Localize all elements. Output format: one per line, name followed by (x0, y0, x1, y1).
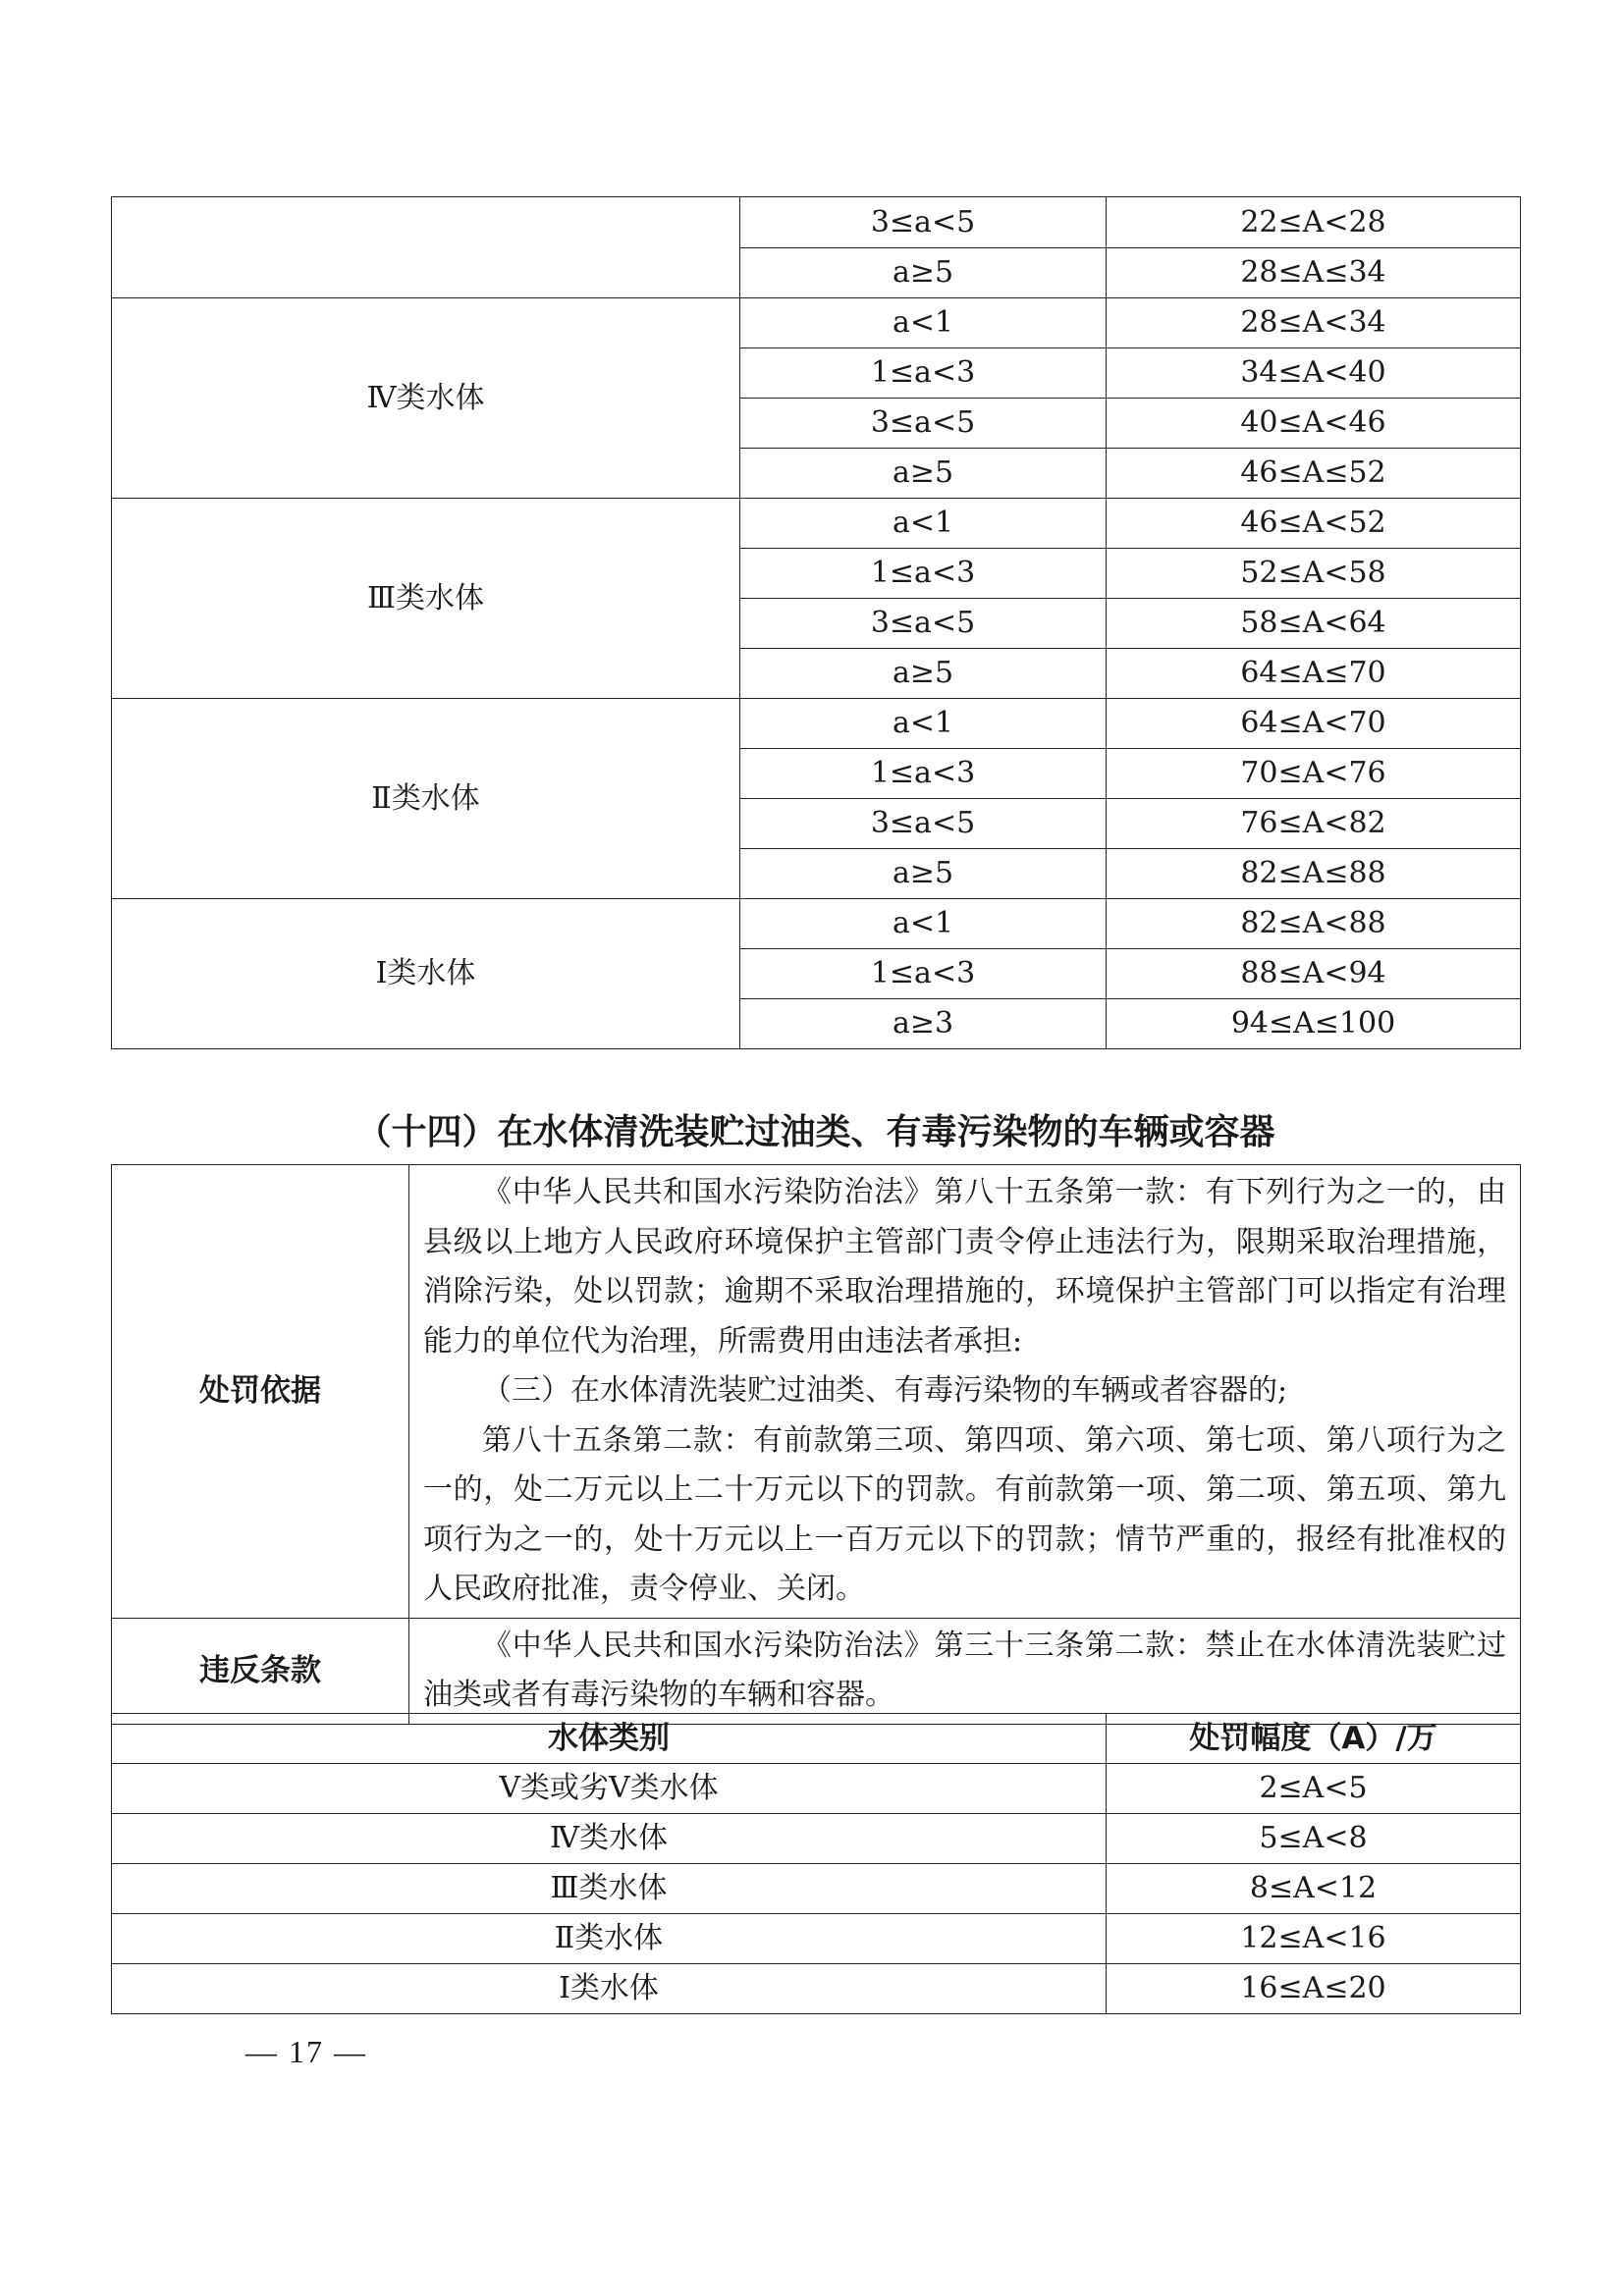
table-row (112, 298, 1521, 348)
violation-clause-text (409, 1618, 1521, 1724)
penalty-basis-label: 处罚依据 (112, 1165, 409, 1619)
table-row (112, 1914, 1521, 1964)
penalty-cell: 2≤A<5 (1107, 1764, 1521, 1814)
table-row (112, 1814, 1521, 1864)
penalty-cell: 70≤A<76 (1107, 749, 1521, 799)
penalty-range-table (111, 1713, 1521, 2014)
range-cell: a≥5 (740, 649, 1107, 699)
range-cell: 1≤a<3 (740, 549, 1107, 599)
penalty-cell: 46≤A≤52 (1107, 449, 1521, 499)
range-cell: 3≤a<5 (740, 799, 1107, 849)
violation-paragraph: 《中华人民共和国水污染防治法》第三十三条第二款：禁止在水体清洗装贮过油类或者有毒污染物的车辆和容器。 (423, 1628, 1506, 1712)
table-row (112, 899, 1521, 949)
column-header-water-class: 水体类别 (112, 1714, 1107, 1764)
table-row (112, 197, 1521, 248)
water-class-cell: Ⅰ类水体 (112, 1964, 1107, 2014)
range-cell: a<1 (740, 699, 1107, 749)
penalty-cell: 16≤A≤20 (1107, 1964, 1521, 2014)
table-row (112, 1864, 1521, 1914)
table-row (112, 1964, 1521, 2014)
range-cell: 1≤a<3 (740, 348, 1107, 399)
legal-basis-table (111, 1164, 1521, 1725)
water-class-cell: Ⅳ类水体 (112, 298, 740, 499)
penalty-basis-text (409, 1165, 1521, 1619)
penalty-cell: 76≤A<82 (1107, 799, 1521, 849)
range-cell: a≥5 (740, 849, 1107, 899)
penalty-cell: 5≤A<8 (1107, 1814, 1521, 1864)
table-header-row (112, 1714, 1521, 1764)
water-class-cell: Ⅳ类水体 (112, 1814, 1107, 1864)
penalty-cell: 34≤A<40 (1107, 348, 1521, 399)
penalty-cell: 82≤A≤88 (1107, 849, 1521, 899)
penalty-cell: 28≤A<34 (1107, 298, 1521, 348)
water-class-cell: Ⅱ类水体 (112, 699, 740, 899)
penalty-cell: 64≤A<70 (1107, 699, 1521, 749)
basis-paragraph: 《中华人民共和国水污染防治法》第八十五条第一款：有下列行为之一的，由县级以上地方人民政府环境保护主管部门责令停止违法行为，限期采取治理措施，消除污染，处以罚款；逾期不采取治理措施的，环境保护主管部门可以指定有治理能力的单位代为治理，所需费用由违法者承担: (423, 1175, 1506, 1359)
page-number: — 17 — (245, 2034, 367, 2069)
table-row (112, 1165, 1521, 1619)
water-class-cell: Ⅴ类或劣Ⅴ类水体 (112, 1764, 1107, 1814)
range-cell: 3≤a<5 (740, 399, 1107, 449)
range-cell: a<1 (740, 499, 1107, 549)
range-cell: 3≤a<5 (740, 197, 1107, 248)
basis-paragraph: （三）在水体清洗装贮过油类、有毒污染物的车辆或者容器的; (482, 1373, 1288, 1408)
range-cell: a≥5 (740, 449, 1107, 499)
range-cell: a≥5 (740, 248, 1107, 298)
penalty-cell: 82≤A<88 (1107, 899, 1521, 949)
penalty-cell: 64≤A≤70 (1107, 649, 1521, 699)
range-cell: a<1 (740, 298, 1107, 348)
penalty-cell: 88≤A<94 (1107, 949, 1521, 999)
water-class-cell: Ⅲ类水体 (112, 499, 740, 699)
penalty-cell: 46≤A<52 (1107, 499, 1521, 549)
table-row (112, 1764, 1521, 1814)
penalty-cell: 28≤A≤34 (1107, 248, 1521, 298)
section-title: （十四）在水体清洗装贮过油类、有毒污染物的车辆或容器 (355, 1112, 1275, 1152)
range-cell: 1≤a<3 (740, 949, 1107, 999)
basis-paragraph: 第八十五条第二款：有前款第三项、第四项、第六项、第七项、第八项行为之一的，处二万元以上二十万元以下的罚款。有前款第一项、第二项、第五项、第九项行为之一的，处十万元以上一百万元以下的罚款；情节严重的，报经有批准权的人民政府批准，责令停业、关闭。 (423, 1422, 1506, 1606)
water-class-cell: Ⅲ类水体 (112, 1864, 1107, 1914)
water-class-cell (112, 197, 740, 298)
water-class-penalty-table-continued (111, 196, 1521, 1049)
table-row (112, 499, 1521, 549)
penalty-cell: 52≤A<58 (1107, 549, 1521, 599)
penalty-cell: 94≤A≤100 (1107, 999, 1521, 1049)
range-cell: 1≤a<3 (740, 749, 1107, 799)
range-cell: a<1 (740, 899, 1107, 949)
water-class-cell: Ⅰ类水体 (112, 899, 740, 1049)
penalty-cell: 12≤A<16 (1107, 1914, 1521, 1964)
table-row (112, 699, 1521, 749)
penalty-cell: 8≤A<12 (1107, 1864, 1521, 1914)
penalty-cell: 40≤A<46 (1107, 399, 1521, 449)
range-cell: 3≤a<5 (740, 599, 1107, 649)
range-cell: a≥3 (740, 999, 1107, 1049)
water-class-cell: Ⅱ类水体 (112, 1914, 1107, 1964)
penalty-cell: 22≤A<28 (1107, 197, 1521, 248)
violation-clause-label: 违反条款 (112, 1618, 409, 1724)
table-row (112, 1618, 1521, 1724)
column-header-penalty: 处罚幅度（A）/万 (1107, 1714, 1521, 1764)
penalty-cell: 58≤A<64 (1107, 599, 1521, 649)
